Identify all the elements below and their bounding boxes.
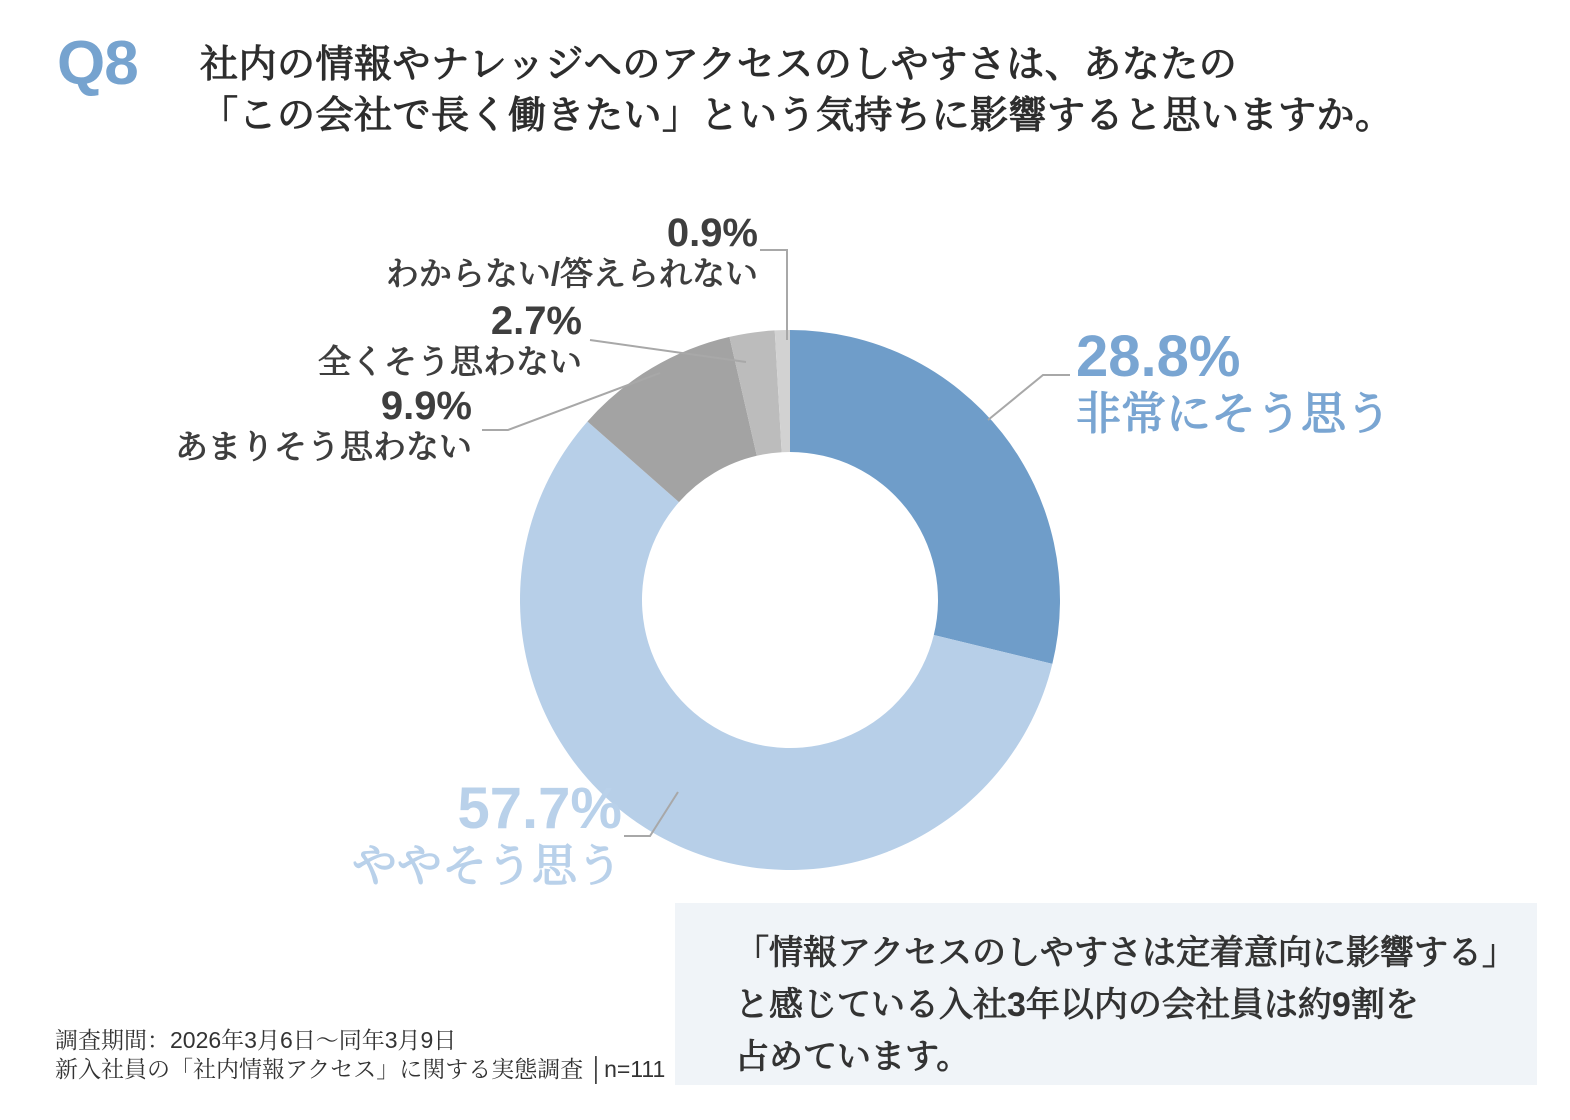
slice-pct-strongly-disagree: 2.7% — [490, 299, 582, 343]
slice-pct-strongly-agree: 28.8% — [1076, 324, 1241, 389]
leader-line-strongly-agree — [988, 375, 1070, 420]
leader-line-dont-know — [760, 250, 787, 340]
slice-pct-somewhat-disagree: 9.9% — [380, 384, 472, 428]
slice-pct-somewhat-agree: 57.7% — [457, 776, 622, 841]
question-number: Q8 — [57, 29, 138, 98]
donut-slice-strongly-agree — [790, 330, 1060, 664]
question-title-line1: 社内の情報やナレッジへのアクセスのしやすさは、あなたの — [200, 44, 1238, 86]
slice-label-dont-know — [386, 212, 758, 294]
slice-label-strongly-agree — [1076, 326, 1391, 440]
slice-name-strongly-agree: 非常にそう思う — [1076, 388, 1392, 439]
callout-line1: 「情報アクセスのしやすさは定着意向に影響する」 — [735, 934, 1516, 972]
slice-label-somewhat-agree — [352, 778, 622, 892]
callout-line3: 占めています。 — [735, 1038, 971, 1076]
insight-callout-box — [675, 903, 1537, 1085]
slice-name-dont-know: わからない/答えられない — [385, 255, 758, 292]
slice-pct-dont-know: 0.9% — [666, 211, 758, 255]
slice-name-somewhat-agree: ややそう思う — [351, 840, 622, 891]
survey-footnote — [55, 1026, 665, 1084]
footnote-line1: 調査期間：2026年3月6日～同年3月9日 — [55, 1027, 457, 1053]
footnote-line2: 新入社員の「社内情報アクセス」に関する実態調査 │n=111 — [55, 1056, 666, 1082]
question-title-line2: 「この会社で長く働きたい」という気持ちに影響すると思いますか。 — [200, 95, 1394, 137]
callout-line2: と感じている入社3年以内の会社員は約9割を — [735, 986, 1419, 1024]
slice-label-somewhat-disagree — [175, 385, 472, 467]
slice-name-somewhat-disagree: あまりそう思わない — [175, 428, 472, 465]
slice-label-strongly-disagree — [318, 300, 582, 382]
slice-name-strongly-disagree: 全くそう思わない — [318, 343, 582, 380]
